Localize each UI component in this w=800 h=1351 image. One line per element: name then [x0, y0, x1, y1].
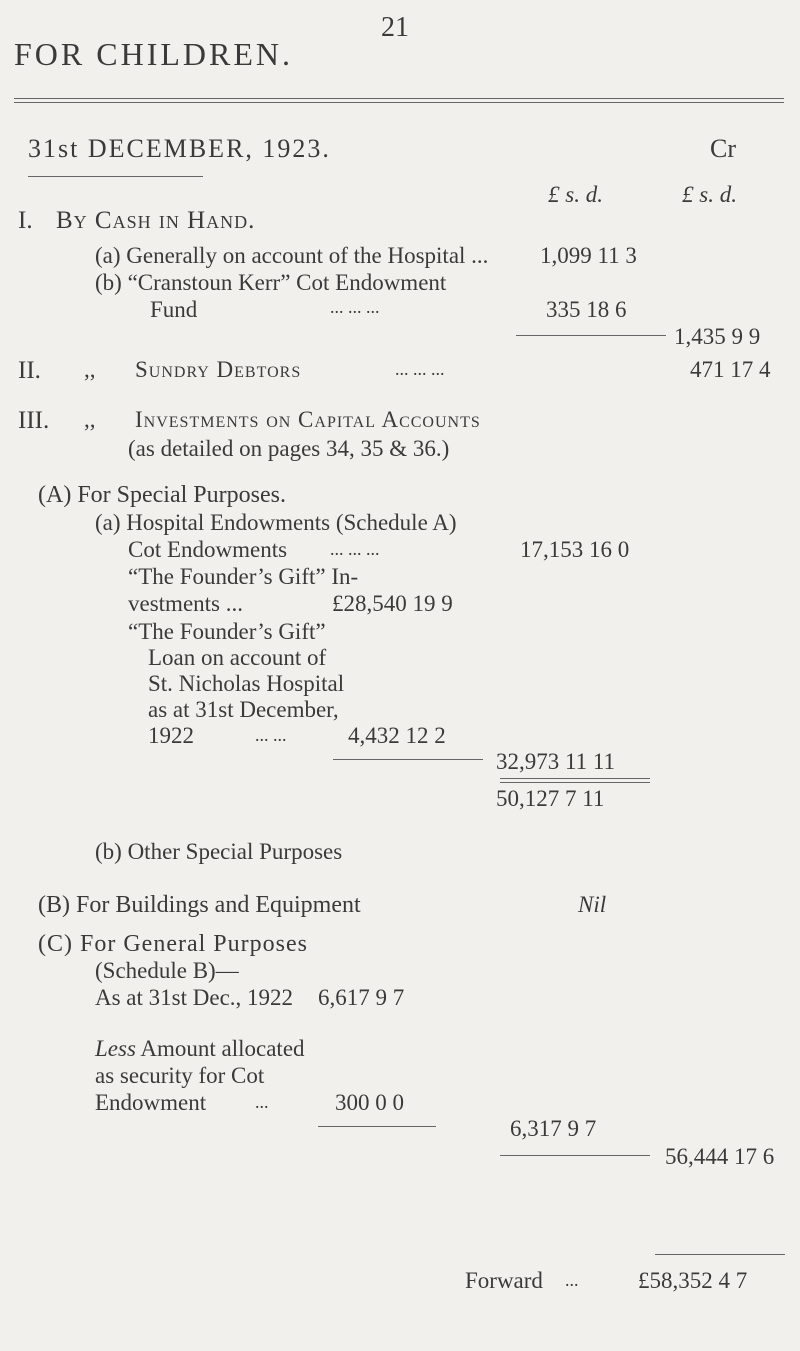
item-generally-amount: 1,099 11 3: [540, 243, 637, 268]
special-purposes-total: 50,127 7 11: [496, 786, 605, 811]
ditto-mark-3: ,,: [84, 407, 96, 432]
section-numeral-3: III.: [18, 407, 50, 434]
investments-total: 56,444 17 6: [665, 1144, 775, 1169]
founders-net-amount: 32,973 11 11: [496, 749, 616, 774]
buildings-equipment-heading: (B) For Buildings and Equipment: [38, 892, 361, 918]
cash-total: 1,435 9 9: [674, 324, 761, 349]
founders-gift-amount: £28,540 19 9: [332, 591, 453, 616]
investments-total-rule: [500, 1155, 650, 1156]
sundry-debtors-dots: ... ... ...: [395, 359, 445, 379]
as-at-amount: 6,617 9 7: [318, 985, 405, 1010]
less-word: Less: [95, 1036, 136, 1061]
forward-dots: ...: [565, 1270, 579, 1290]
ditto-mark-2: ,,: [84, 357, 96, 382]
page-title: FOR CHILDREN.: [14, 36, 294, 72]
cash-subtotal-rule: [516, 335, 666, 336]
special-total-rule-2: [500, 782, 650, 783]
founders-loan-label-1: “The Founder’s Gift”: [128, 619, 326, 644]
item-generally-label: (a) Generally on account of the Hospital ...: [95, 243, 489, 268]
section-numeral-2: II.: [18, 357, 41, 384]
general-net-amount: 6,317 9 7: [510, 1116, 597, 1141]
date-line: 31st DECEMBER, 1923.: [28, 134, 331, 163]
item-cranstoun-label-2: Fund: [150, 297, 198, 322]
founders-loan-label-5: 1922: [148, 723, 194, 748]
cot-endowments-amount: 17,153 16 0: [520, 537, 630, 562]
buildings-equipment-amount: Nil: [578, 892, 607, 917]
less-allocated-dots: ...: [255, 1092, 269, 1112]
forward-rule: [655, 1254, 785, 1255]
founders-loan-label-4: as at 31st December,: [148, 697, 339, 722]
cot-endowments-dots: ... ... ...: [330, 539, 380, 559]
investments-note: (as detailed on pages 34, 35 & 36.): [128, 436, 450, 461]
founders-subtotal-rule: [333, 759, 483, 760]
column-heading-1: £ s. d.: [548, 182, 603, 207]
founders-loan-label-2: Loan on account of: [148, 645, 327, 670]
forward-label: Forward: [465, 1268, 543, 1293]
special-purposes-heading: (A) For Special Purposes.: [38, 482, 286, 508]
column-heading-2: £ s. d.: [682, 182, 737, 207]
cot-endowments-label: Cot Endowments: [128, 537, 288, 562]
forward-total: £58,352 4 7: [638, 1268, 748, 1293]
founders-gift-label-1: “The Founder’s Gift” In-: [128, 564, 359, 589]
item-cranstoun-label-1: (b) “Cranstoun Kerr” Cot Endowment: [95, 270, 447, 295]
schedule-b-label: (Schedule B)—: [95, 958, 239, 983]
other-special-purposes-label: (b) Other Special Purposes: [95, 839, 343, 864]
item-cranstoun-dots: ... ... ...: [330, 297, 380, 317]
date-underline: [28, 176, 203, 177]
founders-gift-label-2: vestments ...: [128, 591, 243, 616]
less-allocated-label-3: Endowment: [95, 1090, 207, 1115]
sundry-debtors-heading: Sundry Debtors: [135, 357, 302, 382]
founders-loan-amount: 4,432 12 2: [348, 723, 446, 748]
general-purposes-heading: (C) For General Purposes: [38, 931, 308, 957]
header-rule-bottom: [14, 102, 784, 103]
credit-side-label: Cr: [710, 134, 736, 163]
founders-loan-label-3: St. Nicholas Hospital: [148, 671, 345, 696]
founders-loan-dots: ... ...: [255, 725, 287, 745]
item-cranstoun-amount: 335 18 6: [546, 297, 627, 322]
sundry-debtors-total: 471 17 4: [690, 357, 771, 382]
less-allocated-label: [95, 1037, 305, 1060]
cash-in-hand-heading: By Cash in Hand.: [56, 207, 256, 234]
header-rule-top: [14, 98, 784, 99]
investments-heading: Investments on Capital Accounts: [135, 407, 481, 432]
hospital-endowments-heading: (a) Hospital Endowments (Schedule A): [95, 510, 457, 535]
less-rest: Amount allocated: [135, 1036, 305, 1061]
section-numeral-1: I.: [18, 207, 33, 234]
special-total-rule-1: [500, 778, 650, 779]
less-allocated-label-2: as security for Cot: [95, 1063, 265, 1088]
general-subtotal-rule: [318, 1126, 436, 1127]
less-allocated-amount: 300 0 0: [335, 1090, 404, 1115]
page-number: 21: [381, 12, 409, 43]
as-at-label: As at 31st Dec., 1922: [95, 985, 294, 1010]
